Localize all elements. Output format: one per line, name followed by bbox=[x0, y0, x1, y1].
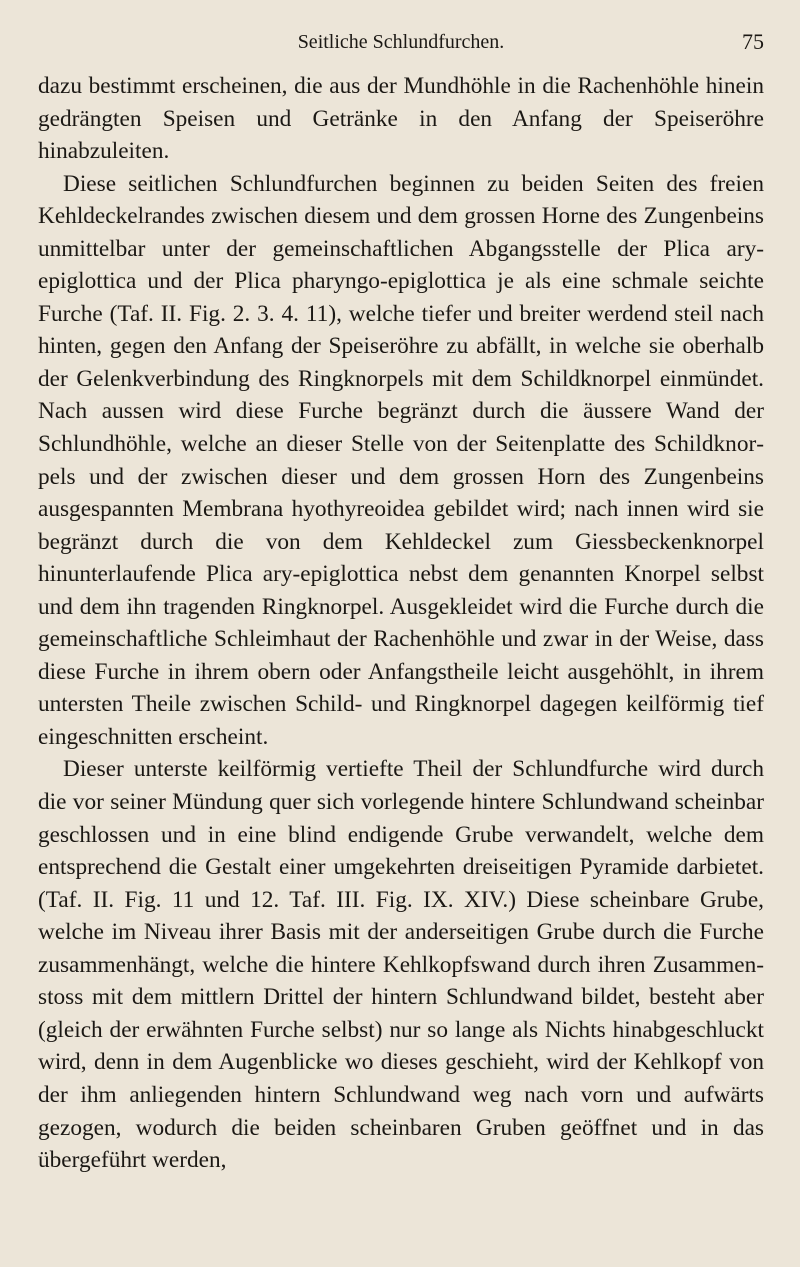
paragraph-2: Diese seitlichen Schlundfurchen beginnen zu beiden Seiten des freien Kehldeckelrandes zwischen diesem und dem grossen Horne des Zungenbeins unmittelbar unter der gemeinschaftlichen Abgangsstelle der Plica ary-epiglottica und der Plica pharyngo-epiglottica je als eine schmale seichte Furche (Taf. II. Fig. 2. 3. 4. 11), welche tiefer und breiter werdend steil nach hinten, gegen den Anfang der Speiseröhre zu abfällt, in welche sie oberhalb der Gelenkverbindung des Ringknorpels mit dem Schildknorpel einmündet. Nach aussen wird diese Furche begränzt durch die äussere Wand der Schlundhöhle, welche an dieser Stelle von der Seitenplatte des Schildknorpels und der zwischen dieser und dem grossen Horn des Zungenbeins ausgespannten Membrana hyothyreoidea gebildet wird; nach innen wird sie begränzt durch die von dem Kehldeckel zum Giessbeckenknorpel hinunterlaufende Plica ary-epiglottica nebst dem genannten Knorpel selbst und dem ihn tragenden Ringknorpel. Ausgekleidet wird die Furche durch die gemeinschaftliche Schleimhaut der Rachenhöhle und zwar in der Weise, dass diese Furche in ihrem obern oder Anfangstheile leicht ausgehöhlt, in ihrem untersten Theile zwischen Schild- und Ringknorpel dagegen keilförmig tief eingeschnitten erscheint. bbox=[38, 170, 764, 750]
paragraph-1: dazu bestimmt erscheinen, die aus der Mundhöhle in die Rachenhöhle hinein gedrängten Speisen und Getränke in den Anfang der Speiseröhre hinabzuleiten. bbox=[38, 73, 764, 165]
body-text bbox=[38, 70, 764, 1177]
running-title: Seitliche Schlundfurchen. bbox=[297, 31, 505, 53]
running-head bbox=[38, 28, 764, 56]
paragraph-3: Dieser unterste keilförmig vertiefte Theil der Schlundfurche wird durch die vor seiner Mündung quer sich vorlegende hintere Schlundwand scheinbar geschlossen und in eine blind endigende Grube verwandelt, welche dem entsprechend die Gestalt einer umgekehrten dreiseitigen Pyramide darbietet. (Taf. II. Fig. 11 und 12. Taf. III. Fig. IX. XIV.) Diese scheinbare Grube, welche im Niveau ihrer Basis mit der anderseitigen Grube durch die Furche zusammenhängt, welche die hintere Kehlkopfswand durch ihren Zusammenstoss mit dem mittlern Drittel der hintern Schlundwand bildet, besteht aber (gleich der erwähnten Furche selbst) nur so lange als Nichts hinabgeschluckt wird, denn in dem Augenblicke wo dieses geschieht, wird der Kehlkopf von der ihm anliegenden hintern Schlundwand weg nach vorn und aufwärts gezogen, wodurch die beiden scheinbaren Gruben geöffnet und in das übergeführt werden, bbox=[38, 756, 764, 1174]
page-number: 75 bbox=[742, 29, 764, 54]
book-page bbox=[38, 28, 764, 1177]
